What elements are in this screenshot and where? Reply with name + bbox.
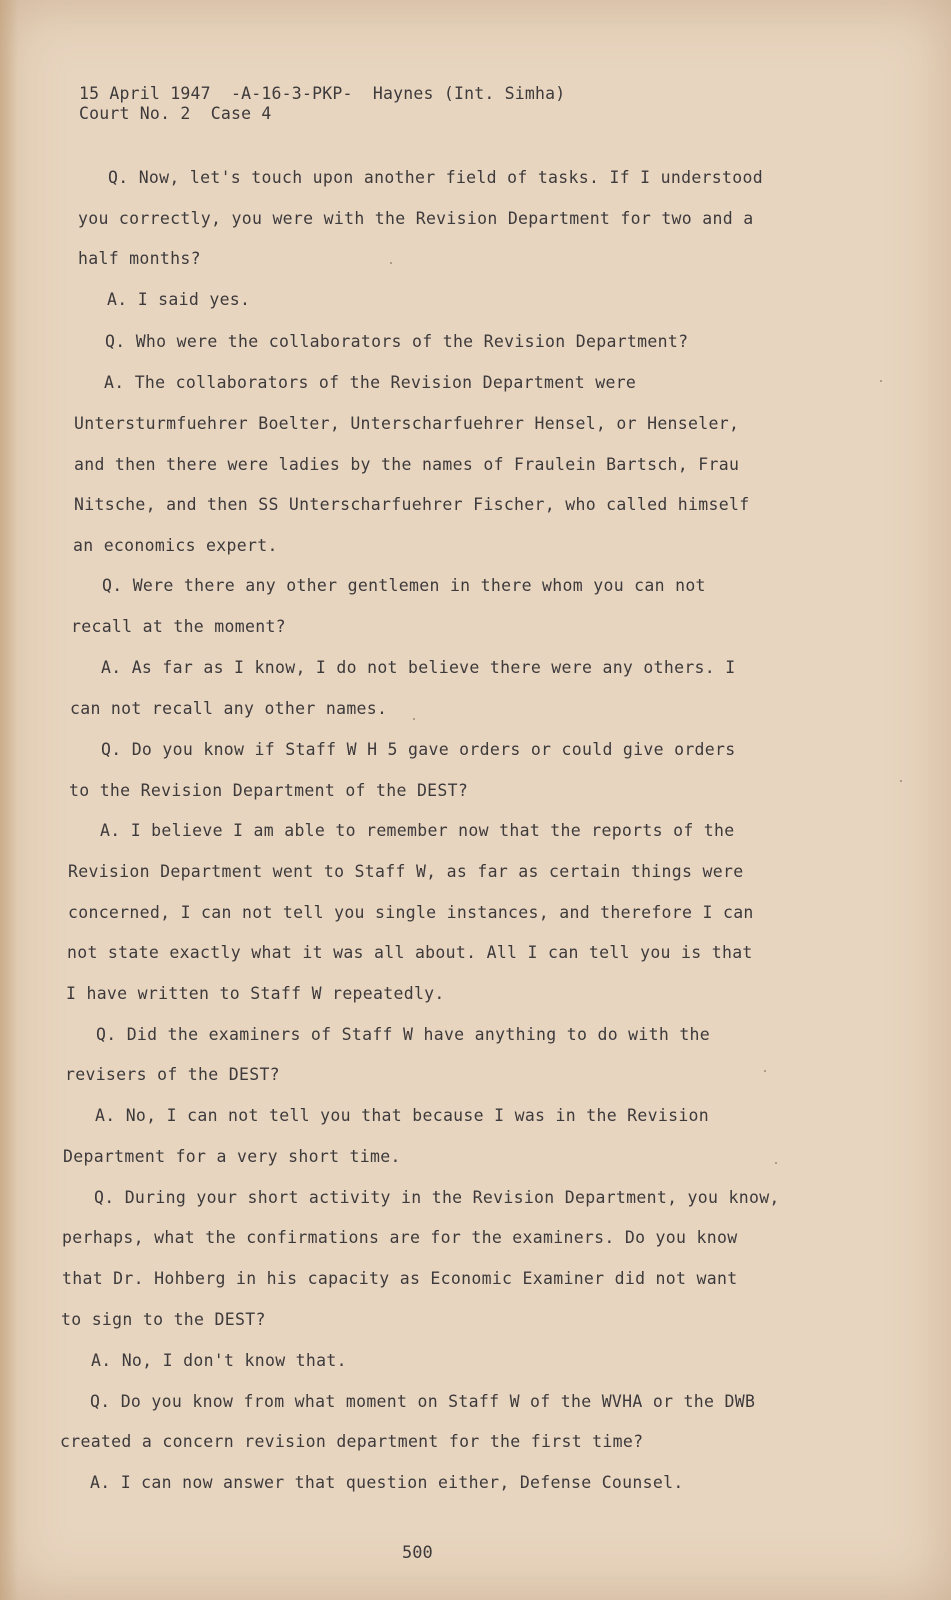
transcript-line: A. I said yes. [107,290,251,309]
document-header [79,84,565,124]
transcript-line: half months? [78,249,201,268]
transcript-line: to sign to the DEST? [61,1310,266,1329]
transcript-line: perhaps, what the confirmations are for the examiners. Do you know [62,1228,738,1247]
transcript-line: Q. Do you know from what moment on Staff W of the WVHA or the DWB [90,1392,756,1411]
transcript-line: Q. Do you know if Staff W H 5 gave orders or could give orders [101,740,736,759]
header-court-line: Court No. 2 Case 4 [79,104,272,123]
transcript-line: A. I can now answer that question either, Defense Counsel. [90,1473,684,1492]
transcript-line: Q. Were there any other gentlemen in there whom you can not [102,576,706,595]
transcript-line: A. No, I don't know that. [91,1351,347,1370]
paper-speck [764,1070,766,1072]
transcript-line: Q. Now, let's touch upon another field of tasks. If I understood [108,168,763,187]
transcript-line: recall at the moment? [71,617,286,636]
transcript-line: I have written to Staff W repeatedly. [66,984,445,1003]
transcript-line: A. I believe I am able to remember now that the reports of the [100,821,735,840]
transcript-line: A. As far as I know, I do not believe there were any others. I [101,658,736,677]
transcript-line: revisers of the DEST? [65,1065,280,1084]
transcript-line: not state exactly what it was all about. All I can tell you is that [67,943,753,962]
paper-speck [900,780,902,782]
transcript-line: that Dr. Hohberg in his capacity as Economic Examiner did not want [62,1269,738,1288]
paper-speck [775,1162,777,1164]
transcript-line: created a concern revision department for the first time? [60,1432,644,1451]
transcript-line: Nitsche, and then SS Unterscharfuehrer Fischer, who called himself [74,495,750,514]
transcript-line: an economics expert. [73,536,278,555]
transcript-line: Department for a very short time. [63,1147,401,1166]
transcript-line: A. No, I can not tell you that because I was in the Revision [95,1106,710,1125]
transcript-line: you correctly, you were with the Revision Department for two and a [78,209,754,228]
paper-speck [413,718,415,720]
page-number: 500 [402,1543,433,1563]
transcript-line: to the Revision Department of the DEST? [69,781,469,800]
transcript-line: concerned, I can not tell you single instances, and therefore I can [68,903,754,922]
page-edge-shadow [0,0,18,1600]
transcript-line: and then there were ladies by the names of Fraulein Bartsch, Frau [74,455,740,474]
header-date-line: 15 April 1947 -A-16-3-PKP- Haynes (Int. Simha) [79,84,566,103]
transcript-line: can not recall any other names. [70,699,388,718]
transcript-line: Revision Department went to Staff W, as far as certain things were [68,862,744,881]
transcript-line: Untersturmfuehrer Boelter, Unterscharfuehrer Hensel, or Henseler, [74,414,740,433]
paper-speck [880,380,882,382]
transcript-line: Q. During your short activity in the Revision Department, you know, [94,1188,780,1207]
transcript-line: Q. Did the examiners of Staff W have anything to do with the [96,1025,711,1044]
transcript-line: A. The collaborators of the Revision Department were [104,373,637,392]
transcript-line: Q. Who were the collaborators of the Revision Department? [105,332,689,351]
paper-speck [390,262,392,264]
